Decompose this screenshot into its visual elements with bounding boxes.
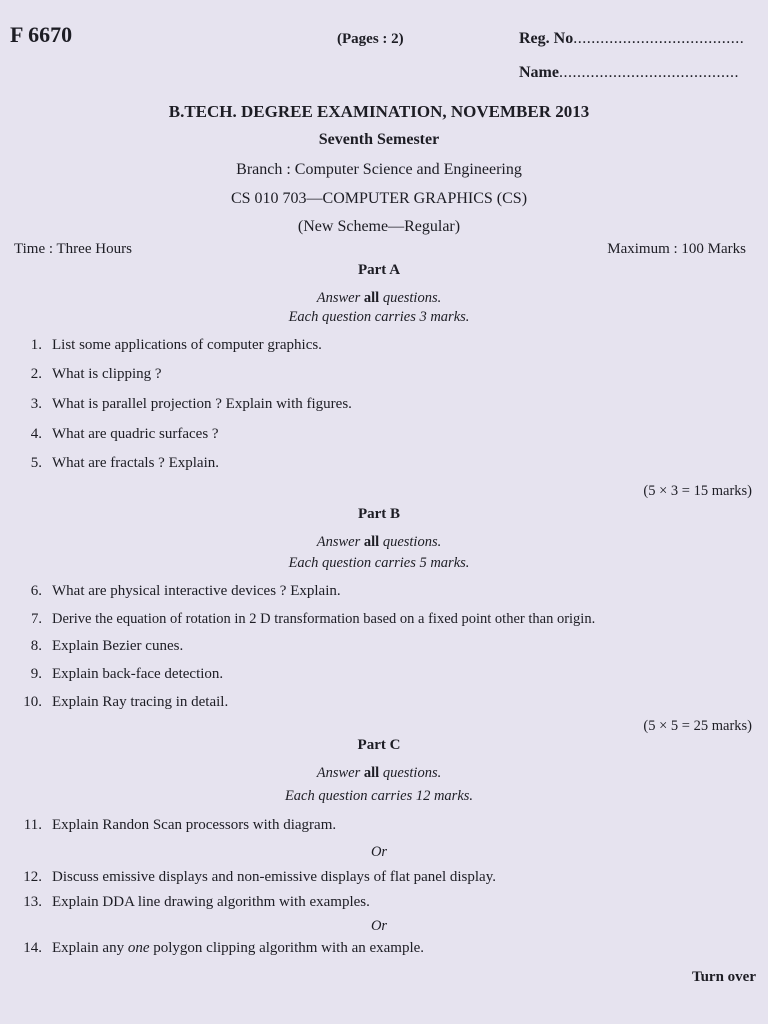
part-b-instruction-1	[0, 534, 758, 551]
question-text: What are fractals ? Explain.	[52, 455, 219, 471]
part-c-instruction-1	[0, 765, 758, 782]
question-number: 8.	[30, 638, 42, 654]
maximum-marks: Maximum : 100 Marks	[607, 241, 746, 257]
question-number: 3.	[30, 396, 42, 412]
question-text: Explain Randon Scan processors with diagram.	[52, 817, 337, 833]
question-number: 12.	[23, 869, 42, 885]
subject: CS 010 703—COMPUTER GRAPHICS (CS)	[230, 190, 528, 207]
instr-text: Answer	[316, 534, 364, 550]
question-item	[14, 455, 219, 472]
instr-text: Answer	[316, 765, 364, 781]
question-text: Discuss emissive displays and non-emissive displays of flat panel display.	[52, 869, 496, 885]
question-text	[52, 940, 424, 956]
reg-no-dots: ......................................	[573, 30, 745, 47]
question-text: What are quadric surfaces ?	[52, 426, 219, 442]
question-text: Explain back-face detection.	[52, 666, 224, 682]
instr-text: questions.	[379, 765, 442, 781]
instr-text: questions.	[379, 534, 442, 550]
reg-no-field	[519, 30, 744, 48]
part-a-marks: (5 × 3 = 15 marks)	[643, 483, 752, 499]
paper-code: F 6670	[10, 22, 73, 47]
part-a-instruction-1	[0, 290, 758, 307]
question-item	[14, 337, 322, 354]
question-item	[14, 694, 228, 711]
question-number: 7.	[31, 611, 42, 627]
question-item	[14, 366, 162, 383]
or-separator: Or	[370, 918, 388, 934]
question-text: What are physical interactive devices ? Explain.	[52, 583, 341, 599]
question-number: 10.	[23, 694, 42, 710]
semester: Seventh Semester	[318, 131, 440, 148]
reg-no-label: Reg. No	[519, 30, 574, 47]
question-text: What is parallel projection ? Explain with figures.	[52, 396, 352, 412]
part-a-instruction-2: Each question carries 3 marks.	[288, 309, 470, 325]
question-text: Explain DDA line drawing algorithm with examples.	[52, 894, 370, 910]
exam-title: B.TECH. DEGREE EXAMINATION, NOVEMBER 2013	[168, 102, 590, 121]
question-text: What is clipping ?	[52, 366, 162, 382]
instr-text: Answer	[316, 290, 364, 306]
question-number: 6.	[30, 583, 42, 599]
question-number: 11.	[23, 817, 42, 833]
question-text: Derive the equation of rotation in 2 D transformation based on a fixed point other than origin.	[52, 611, 596, 627]
question-item	[14, 638, 183, 655]
scheme: (New Scheme—Regular)	[297, 218, 461, 235]
question-text: List some applications of computer graphics.	[52, 337, 322, 353]
question-number: 9.	[30, 666, 42, 682]
question-number: 14.	[23, 940, 42, 956]
question-item	[14, 666, 223, 683]
part-b-instruction-2: Each question carries 5 marks.	[288, 555, 470, 571]
question-item	[14, 869, 496, 886]
question-text: Explain Bezier cunes.	[52, 638, 184, 654]
part-c-instruction-2: Each question carries 12 marks.	[284, 788, 474, 804]
question-number: 1.	[30, 337, 42, 353]
question-number: 2.	[30, 366, 42, 382]
question-number: 5.	[30, 455, 42, 471]
question-item	[14, 426, 219, 443]
part-a-title: Part A	[357, 262, 401, 278]
instr-text: questions.	[379, 290, 442, 306]
question-text-emphasis: one	[127, 940, 150, 956]
question-item	[14, 583, 341, 600]
question-text: Explain Ray tracing in detail.	[52, 694, 229, 710]
instr-emphasis: all	[363, 765, 380, 781]
instr-emphasis: all	[363, 534, 380, 550]
branch: Branch : Computer Science and Engineering	[236, 161, 522, 178]
part-b-title: Part B	[357, 506, 401, 522]
question-item	[14, 817, 336, 834]
question-item	[14, 940, 424, 957]
part-b-marks: (5 × 5 = 25 marks)	[643, 718, 752, 734]
question-item	[14, 396, 352, 413]
name-dots: ........................................	[558, 64, 739, 81]
question-item	[14, 894, 370, 911]
turn-over: Turn over	[691, 969, 756, 985]
name-field	[519, 64, 739, 82]
instr-emphasis: all	[363, 290, 380, 306]
question-text-part: Explain any	[52, 940, 128, 956]
or-separator: Or	[370, 844, 388, 860]
name-label: Name	[519, 64, 559, 81]
question-number: 4.	[30, 426, 42, 442]
time-allowed: Time : Three Hours	[14, 241, 132, 257]
question-number: 13.	[23, 894, 42, 910]
page-count: (Pages : 2)	[337, 31, 404, 47]
question-text-part: polygon clipping algorithm with an example.	[149, 940, 425, 956]
question-item	[14, 611, 595, 628]
part-c-title: Part C	[357, 737, 401, 753]
